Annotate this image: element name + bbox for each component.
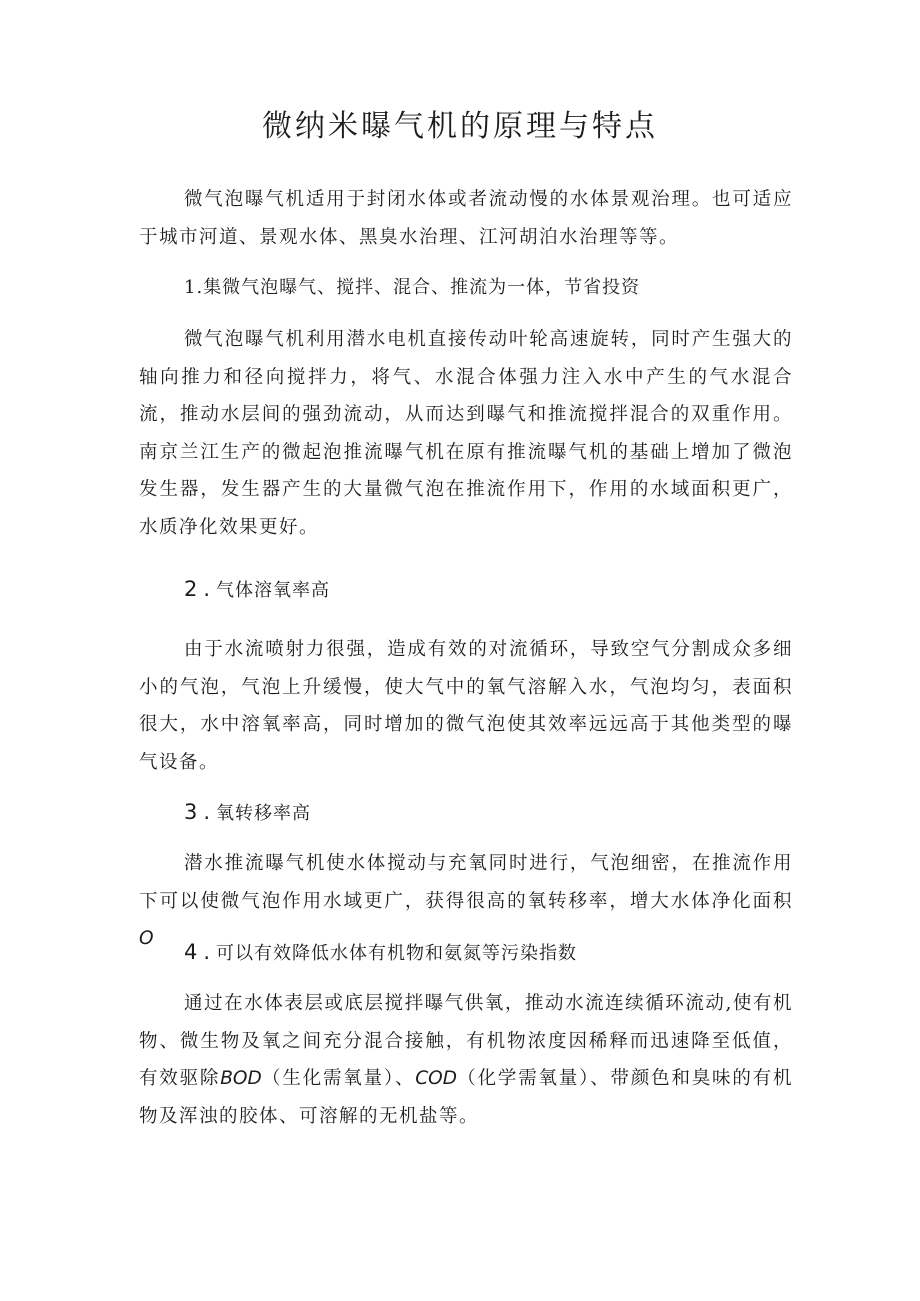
section-2-number: 2. — [184, 577, 217, 601]
section-2-body: 由于水流喷射力很强，造成有效的对流循环，导致空气分割成众多细小的气泡，气泡上升缓慢，使大气中的氧气溶解入水，气泡均匀，表面积很大，水中溶氧率高，同时增加的微气泡使其效率远远高于其他类型的曝气设备。 — [139, 639, 793, 773]
section-1-heading-text: 集微气泡曝气、搅拌、混合、推流为一体，节省投资 — [203, 277, 641, 298]
section-3-heading — [184, 795, 311, 831]
section-1-heading — [184, 271, 640, 305]
section-3-body-text: 潜水推流曝气机使水体搅动与充氧同时进行，气泡细密，在推流作用下可以使微气泡作用水域更广，获得很高的氧转移率，增大水体净化面积 — [139, 853, 793, 912]
section-2-heading-text: 气体溶氧率高 — [216, 580, 331, 601]
section-4-abbr-bod: BOD — [220, 1068, 262, 1089]
section-2-heading — [184, 572, 330, 608]
section-3-number: 3. — [184, 800, 217, 824]
document-title: 微纳米曝气机的原理与特点 — [262, 109, 658, 144]
section-4-body-part3: （化学需氧量）、带颜色和臭味的有机物及浑浊的胶体、可溶解的无机盐等。 — [139, 1068, 793, 1127]
section-4-heading — [184, 935, 577, 971]
section-4-body-part2: （生化需氧量）、 — [261, 1068, 416, 1089]
section-4-number: 4. — [184, 940, 217, 964]
section-4-body-part1: 通过在水体表层或底层搅拌曝气供氧，推动水流连续循环流动,使有机物、微生物及氧之间充分混合接触，有机物浓度因稀释而迅速降至低值，有效驱除 — [139, 993, 793, 1089]
section-1-body: 微气泡曝气机利用潜水电机直接传动叶轮高速旋转，同时产生强大的轴向推力和径向搅拌力，将气、水混合体强力注入水中产生的气水混合流，推动水层间的强劲流动，从而达到曝气和推流搅拌混合的双重作用。南京兰江生产的微起泡推流曝气机在原有推流曝气机的基础上增加了微泡发生器，发生器产生的大量微气泡在推流作用下，作用的水域面积更广，水质净化效果更好。 — [139, 329, 793, 538]
section-4-body — [139, 985, 793, 1135]
intro-paragraph: 微气泡曝气机适用于封闭水体或者流动慢的水体景观治理。也可适应于城市河道、景观水体、黑臭水治理、江河胡泊水治理等等。 — [139, 189, 793, 248]
section-3-end-mark: O — [139, 928, 154, 949]
section-3-heading-text: 氧转移率高 — [216, 803, 312, 824]
section-1-number: 1. — [184, 277, 204, 298]
section-4-abbr-cod: COD — [415, 1068, 457, 1089]
section-4-heading-text: 可以有效降低水体有机物和氨氮等污染指数 — [216, 943, 578, 964]
